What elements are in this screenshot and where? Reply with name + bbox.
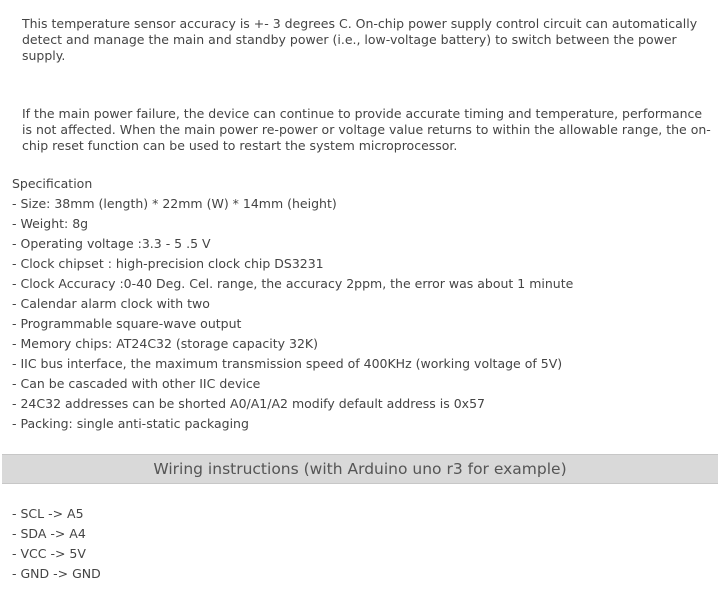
wiring-item-gnd: - GND -> GND [12,566,101,581]
spec-item-size: - Size: 38mm (length) * 22mm (W) * 14mm (height) [12,196,337,211]
spec-item-calendar-alarm: - Calendar alarm clock with two [12,296,210,311]
spec-item-square-wave: - Programmable square-wave output [12,316,242,331]
spec-item-address: - 24C32 addresses can be shorted A0/A1/A2 modify default address is 0x57 [12,396,485,411]
wiring-item-vcc: - VCC -> 5V [12,546,86,561]
power-failure-paragraph: If the main power failure, the device can continue to provide accurate timing and temperature, performance is not affected. When the main power re-power or voltage value returns to within the allowable range, the on-chip reset function can be used to restart the system microprocessor. [22,106,711,153]
spec-item-clock-chipset: - Clock chipset : high-precision clock chip DS3231 [12,256,324,271]
spec-item-weight: - Weight: 8g [12,216,89,231]
spec-item-memory-chips: - Memory chips: AT24C32 (storage capacity 32K) [12,336,318,351]
description-paragraph: This temperature sensor accuracy is +- 3 degrees C. On-chip power supply control circuit can automatically detect and manage the main and standby power (i.e., low-voltage battery) to switch between the power supply. [22,16,698,63]
wiring-instructions-banner [2,454,718,484]
wiring-item-scl: - SCL -> A5 [12,506,84,521]
specification-list [12,174,573,434]
specification-heading: Specification [12,176,93,191]
wiring-list [12,504,101,584]
spec-item-iic-bus: - IIC bus interface, the maximum transmission speed of 400KHz (working voltage of 5V) [12,356,563,371]
wiring-item-sda: - SDA -> A4 [12,526,86,541]
wiring-instructions-title: Wiring instructions (with Arduino uno r3 for example) [153,460,567,478]
spec-item-clock-accuracy: - Clock Accuracy :0-40 Deg. Cel. range, the accuracy 2ppm, the error was about 1 minute [12,276,574,291]
spec-item-packing: - Packing: single anti-static packaging [12,416,249,431]
spec-item-cascade: - Can be cascaded with other IIC device [12,376,261,391]
spec-item-operating-voltage: - Operating voltage :3.3 - 5 .5 V [12,236,211,251]
